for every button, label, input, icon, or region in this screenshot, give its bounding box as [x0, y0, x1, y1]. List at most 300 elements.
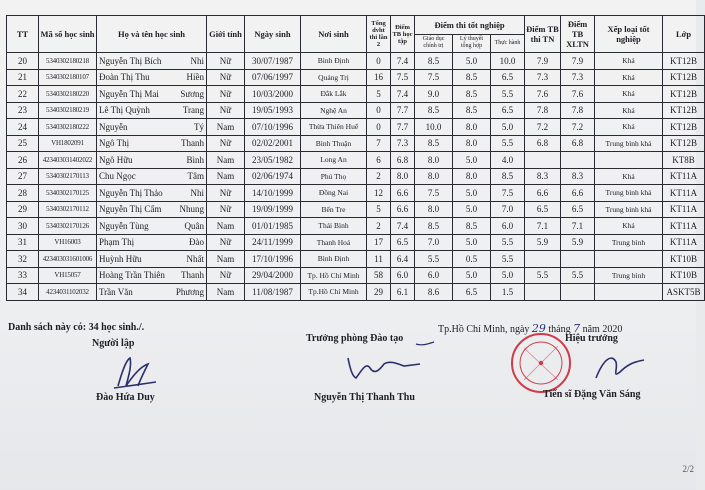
row-last-name: Nguyễn Tùng [99, 220, 149, 231]
row-avg-tn: 6.6 [525, 185, 561, 202]
table-row [7, 53, 705, 70]
row-class: KT12B [663, 119, 705, 136]
row-student-id: 5340302180220 [39, 86, 97, 103]
row-exam-politics: 8.5 [415, 135, 453, 152]
row-full-name [97, 201, 207, 218]
row-first-name: Trang [182, 105, 204, 116]
row-gender: Nam [207, 119, 245, 136]
date-month-word: tháng [548, 324, 571, 335]
row-class: KT12B [663, 135, 705, 152]
row-student-id: 5340302180222 [39, 119, 97, 136]
row-student-id: 5340302180107 [39, 69, 97, 86]
row-exam-politics: 8.5 [415, 102, 453, 119]
row-birthplace: Bình Định [301, 53, 367, 70]
table-row [7, 201, 705, 218]
school-seal-icon [510, 332, 572, 394]
row-class: KT12B [663, 69, 705, 86]
row-gender: Nữ [207, 53, 245, 70]
row-exam-theory: 5.0 [453, 267, 491, 284]
row-dob: 19/09/1999 [245, 201, 301, 218]
header-tt: TT [7, 16, 39, 53]
table-row [7, 267, 705, 284]
row-student-id: 4234031102032 [39, 284, 97, 301]
row-full-name [97, 86, 207, 103]
row-last-name: Trần Văn [99, 286, 133, 297]
row-birthplace: Thanh Hoá [301, 234, 367, 251]
row-class: KT12B [663, 102, 705, 119]
row-full-name [97, 284, 207, 301]
row-avg-tn: 7.1 [525, 218, 561, 235]
summary-text: Danh sách này có: 34 học sinh./. [8, 322, 145, 333]
row-first-name: Nhung [179, 204, 204, 215]
row-class: ASKT5B [663, 284, 705, 301]
row-student-id: VH16003 [39, 234, 97, 251]
graduation-table [6, 15, 705, 301]
row-exam-theory: 8.5 [453, 86, 491, 103]
row-gender: Nam [207, 218, 245, 235]
row-tt: 21 [7, 69, 39, 86]
preparer-role: Người lập [92, 338, 135, 349]
header-exam-times: Tổng dvht thi lần 2 [367, 16, 391, 53]
date-prefix: Tp.Hồ Chí Minh, ngày [438, 324, 530, 335]
row-ranking: Trung bình khá [595, 135, 663, 152]
row-exam-politics: 7.0 [415, 234, 453, 251]
training-name: Nguyễn Thị Thanh Thu [314, 392, 415, 403]
row-avg-xltn: 6.8 [561, 135, 595, 152]
date-day: 29 [531, 322, 546, 335]
row-gender: Nam [207, 251, 245, 268]
header-exam-theory: Lý thuyết tổng hợp [453, 34, 491, 53]
row-exam-times: 5 [367, 201, 391, 218]
header-avg-score: Điểm TB học tập [391, 16, 415, 53]
row-exam-practice: 6.5 [491, 69, 525, 86]
row-exam-politics: 8.6 [415, 284, 453, 301]
row-avg-xltn: 7.9 [561, 53, 595, 70]
table-row [7, 152, 705, 169]
row-student-id: VH1802091 [39, 135, 97, 152]
row-full-name [97, 53, 207, 70]
row-last-name: Nguyễn Thị Bích [99, 55, 162, 66]
row-student-id: 5340302170125 [39, 185, 97, 202]
row-exam-politics: 8.5 [415, 53, 453, 70]
row-exam-politics: 5.5 [415, 251, 453, 268]
row-avg-score: 7.5 [391, 69, 415, 86]
row-exam-times: 7 [367, 135, 391, 152]
row-avg-xltn: 5.5 [561, 267, 595, 284]
row-exam-politics: 8.5 [415, 218, 453, 235]
row-exam-politics: 8.0 [415, 201, 453, 218]
row-full-name [97, 234, 207, 251]
row-avg-tn: 6.8 [525, 135, 561, 152]
row-birthplace: Tp.Hồ Chí Minh [301, 284, 367, 301]
row-exam-times: 58 [367, 267, 391, 284]
row-exam-times: 0 [367, 102, 391, 119]
row-full-name [97, 102, 207, 119]
row-avg-xltn [561, 152, 595, 169]
row-dob: 02/06/1974 [245, 168, 301, 185]
row-dob: 19/05/1993 [245, 102, 301, 119]
row-last-name: Nguyễn [99, 121, 128, 132]
table-row [7, 69, 705, 86]
row-first-name: Thanh [181, 270, 204, 281]
row-class: KT12B [663, 86, 705, 103]
row-exam-practice: 10.0 [491, 53, 525, 70]
header-birthplace: Nơi sinh [301, 16, 367, 53]
row-tt: 32 [7, 251, 39, 268]
row-tt: 34 [7, 284, 39, 301]
row-exam-practice: 4.0 [491, 152, 525, 169]
row-tt: 31 [7, 234, 39, 251]
row-exam-theory: 6.5 [453, 284, 491, 301]
row-class: KT11A [663, 218, 705, 235]
row-ranking: Khá [595, 86, 663, 103]
row-avg-xltn: 7.1 [561, 218, 595, 235]
row-avg-tn: 7.9 [525, 53, 561, 70]
row-tt: 20 [7, 53, 39, 70]
row-full-name [97, 69, 207, 86]
row-ranking: Khá [595, 102, 663, 119]
row-last-name: Đoàn Thị Thu [99, 72, 150, 83]
row-gender: Nữ [207, 267, 245, 284]
header-exam-politics: Giáo dục chính trị [415, 34, 453, 53]
header-dob: Ngày sinh [245, 16, 301, 53]
row-ranking [595, 251, 663, 268]
row-exam-practice: 1.5 [491, 284, 525, 301]
header-full-name: Họ và tên học sinh [97, 16, 207, 53]
row-avg-xltn [561, 284, 595, 301]
row-last-name: Nguyễn Thị Mai [99, 88, 159, 99]
row-exam-theory: 8.0 [453, 135, 491, 152]
row-avg-xltn [561, 251, 595, 268]
table-header-row [7, 16, 705, 35]
row-dob: 01/01/1985 [245, 218, 301, 235]
row-exam-times: 16 [367, 69, 391, 86]
principal-signature-icon [590, 348, 650, 388]
row-student-id: 5340302170113 [39, 168, 97, 185]
row-full-name [97, 119, 207, 136]
row-birthplace: Quảng Trị [301, 69, 367, 86]
row-avg-score: 7.4 [391, 86, 415, 103]
row-full-name [97, 168, 207, 185]
row-birthplace: Bến Tre [301, 201, 367, 218]
row-avg-score: 6.8 [391, 152, 415, 169]
row-exam-times: 2 [367, 218, 391, 235]
row-exam-theory: 8.0 [453, 168, 491, 185]
row-avg-xltn: 6.5 [561, 201, 595, 218]
row-exam-times: 11 [367, 251, 391, 268]
row-first-name: Thanh [181, 138, 204, 149]
row-ranking [595, 284, 663, 301]
row-first-name: Tâm [187, 171, 204, 182]
table-row [7, 119, 705, 136]
row-full-name [97, 135, 207, 152]
row-last-name: Ngô Hữu [99, 154, 133, 165]
row-gender: Nữ [207, 135, 245, 152]
header-class: Lớp [663, 16, 705, 53]
row-exam-practice: 5.5 [491, 251, 525, 268]
row-exam-practice: 6.5 [491, 102, 525, 119]
row-first-name: Quân [184, 220, 204, 231]
row-full-name [97, 152, 207, 169]
row-exam-politics: 9.0 [415, 86, 453, 103]
row-exam-times: 29 [367, 284, 391, 301]
row-dob: 23/05/1982 [245, 152, 301, 169]
row-first-name: Nhất [186, 253, 204, 264]
row-last-name: Nguyễn Thị Cẩm [99, 204, 162, 215]
row-exam-practice: 5.0 [491, 267, 525, 284]
row-exam-times: 0 [367, 53, 391, 70]
row-student-id: 5340302180218 [39, 53, 97, 70]
row-dob: 02/02/2001 [245, 135, 301, 152]
header-gender: Giới tính [207, 16, 245, 53]
row-avg-score: 6.4 [391, 251, 415, 268]
row-avg-tn: 7.6 [525, 86, 561, 103]
table-row [7, 135, 705, 152]
row-first-name: Nhi [190, 187, 204, 198]
row-avg-score: 6.0 [391, 267, 415, 284]
date-month: 7 [573, 322, 581, 335]
table-row [7, 234, 705, 251]
row-ranking: Trung bình khá [595, 201, 663, 218]
row-exam-theory: 8.0 [453, 119, 491, 136]
row-avg-score: 7.4 [391, 53, 415, 70]
row-avg-xltn: 8.3 [561, 168, 595, 185]
row-class: KT11A [663, 185, 705, 202]
row-full-name [97, 185, 207, 202]
preparer-name: Đào Hứa Duy [96, 392, 155, 403]
row-last-name: Chu Ngọc [99, 171, 136, 182]
row-exam-politics: 8.0 [415, 168, 453, 185]
row-dob: 17/10/1996 [245, 251, 301, 268]
table-row [7, 102, 705, 119]
row-gender: Nữ [207, 102, 245, 119]
row-ranking: Khá [595, 119, 663, 136]
row-birthplace: Đồng Nai [301, 185, 367, 202]
row-exam-theory: 8.5 [453, 102, 491, 119]
row-student-id: 423403031402022 [39, 152, 97, 169]
row-avg-score: 7.3 [391, 135, 415, 152]
row-birthplace: Bình Thuận [301, 135, 367, 152]
training-signature-icon [340, 346, 430, 386]
table-row [7, 168, 705, 185]
row-last-name: Ngô Thị [99, 138, 130, 149]
row-dob: 24/11/1999 [245, 234, 301, 251]
header-exam-group: Điểm thi tốt nghiệp [415, 16, 525, 35]
row-exam-politics: 7.5 [415, 69, 453, 86]
row-class: KT10B [663, 251, 705, 268]
row-class: KT11A [663, 234, 705, 251]
row-dob: 07/06/1997 [245, 69, 301, 86]
row-avg-xltn: 7.2 [561, 119, 595, 136]
row-avg-tn: 8.3 [525, 168, 561, 185]
row-exam-theory: 5.0 [453, 201, 491, 218]
row-class: KT12B [663, 53, 705, 70]
row-last-name: Huỳnh Hữu [99, 253, 142, 264]
row-avg-tn: 5.9 [525, 234, 561, 251]
row-birthplace: Nghệ An [301, 102, 367, 119]
row-avg-score: 6.6 [391, 201, 415, 218]
row-avg-tn: 7.3 [525, 69, 561, 86]
row-gender: Nam [207, 168, 245, 185]
row-gender: Nam [207, 152, 245, 169]
row-avg-tn [525, 251, 561, 268]
row-tt: 23 [7, 102, 39, 119]
row-tt: 27 [7, 168, 39, 185]
row-avg-score: 7.4 [391, 218, 415, 235]
row-exam-times: 0 [367, 119, 391, 136]
row-gender: Nữ [207, 69, 245, 86]
row-tt: 30 [7, 218, 39, 235]
row-dob: 07/10/1996 [245, 119, 301, 136]
row-dob: 30/07/1987 [245, 53, 301, 70]
row-exam-practice: 7.0 [491, 201, 525, 218]
row-exam-practice: 5.0 [491, 119, 525, 136]
row-gender: Nữ [207, 234, 245, 251]
row-full-name [97, 267, 207, 284]
row-ranking: Khá [595, 168, 663, 185]
header-ranking: Xếp loại tốt nghiệp [595, 16, 663, 53]
row-exam-practice: 8.5 [491, 168, 525, 185]
row-avg-score: 8.0 [391, 168, 415, 185]
row-ranking: Trung bình [595, 234, 663, 251]
row-first-name: Tý [194, 121, 204, 132]
row-exam-theory: 5.0 [453, 53, 491, 70]
row-student-id: 5340302170126 [39, 218, 97, 235]
row-exam-theory: 5.0 [453, 234, 491, 251]
row-tt: 24 [7, 119, 39, 136]
row-birthplace: Bình Định [301, 251, 367, 268]
row-exam-politics: 6.0 [415, 267, 453, 284]
table-row [7, 185, 705, 202]
row-dob: 10/03/2000 [245, 86, 301, 103]
row-full-name [97, 218, 207, 235]
preparer-signature-icon [108, 352, 168, 394]
row-ranking: Khá [595, 53, 663, 70]
row-last-name: Lê Thị Quỳnh [99, 105, 150, 116]
row-birthplace: Thừa Thiên Huế [301, 119, 367, 136]
date-year: năm 2020 [582, 324, 623, 335]
row-first-name: Đào [189, 237, 204, 248]
row-exam-times: 6 [367, 152, 391, 169]
row-class: KT11A [663, 168, 705, 185]
row-exam-practice: 7.5 [491, 185, 525, 202]
row-avg-tn: 5.5 [525, 267, 561, 284]
row-avg-score: 6.6 [391, 185, 415, 202]
row-exam-theory: 8.5 [453, 218, 491, 235]
row-class: KT11A [663, 201, 705, 218]
table-row [7, 251, 705, 268]
row-avg-xltn: 7.8 [561, 102, 595, 119]
row-exam-politics: 8.0 [415, 152, 453, 169]
row-gender: Nam [207, 284, 245, 301]
row-exam-practice: 5.5 [491, 86, 525, 103]
table-row [7, 284, 705, 301]
row-tt: 26 [7, 152, 39, 169]
row-avg-xltn: 6.6 [561, 185, 595, 202]
row-last-name: Nguyễn Thị Thảo [99, 187, 163, 198]
row-birthplace: Thái Bình [301, 218, 367, 235]
row-avg-score: 7.7 [391, 119, 415, 136]
row-birthplace: Đắk Lắk [301, 86, 367, 103]
row-tt: 33 [7, 267, 39, 284]
row-ranking [595, 152, 663, 169]
row-student-id: 5340302180219 [39, 102, 97, 119]
row-avg-score: 6.5 [391, 234, 415, 251]
row-exam-practice: 5.5 [491, 135, 525, 152]
table-row [7, 86, 705, 103]
row-last-name: Hoàng Trần Thiên [99, 270, 165, 281]
header-avg-xltn: Điểm TB XLTN [561, 16, 595, 53]
row-ranking: Khá [595, 218, 663, 235]
row-class: KT8B [663, 152, 705, 169]
row-avg-xltn: 5.9 [561, 234, 595, 251]
row-exam-theory: 8.5 [453, 69, 491, 86]
row-exam-politics: 7.5 [415, 185, 453, 202]
header-exam-practice: Thực hành [491, 34, 525, 53]
header-student-id: Mã số học sinh [39, 16, 97, 53]
row-first-name: Sương [180, 88, 204, 99]
row-exam-times: 2 [367, 168, 391, 185]
row-birthplace: Long An [301, 152, 367, 169]
row-avg-score: 7.7 [391, 102, 415, 119]
row-gender: Nữ [207, 201, 245, 218]
row-avg-tn: 6.5 [525, 201, 561, 218]
row-tt: 25 [7, 135, 39, 152]
page-number: 2/2 [682, 464, 694, 474]
row-ranking: Trung bình [595, 267, 663, 284]
row-ranking: Khá [595, 69, 663, 86]
row-exam-theory: 0.5 [453, 251, 491, 268]
principal-name: Tiến sĩ Đặng Văn Sáng [543, 389, 641, 400]
row-first-name: Bình [186, 154, 204, 165]
principal-role: Hiệu trưởng [565, 333, 618, 344]
row-last-name: Phạm Thị [99, 237, 135, 248]
row-dob: 14/10/1999 [245, 185, 301, 202]
row-gender: Nữ [207, 86, 245, 103]
row-tt: 29 [7, 201, 39, 218]
row-dob: 29/04/2000 [245, 267, 301, 284]
row-exam-times: 17 [367, 234, 391, 251]
row-exam-theory: 5.0 [453, 152, 491, 169]
row-avg-xltn: 7.6 [561, 86, 595, 103]
row-student-id: 423403031601006 [39, 251, 97, 268]
row-birthplace: Tp. Hồ Chí Minh [301, 267, 367, 284]
row-first-name: Nhi [190, 55, 204, 66]
row-exam-times: 12 [367, 185, 391, 202]
row-avg-tn: 7.2 [525, 119, 561, 136]
row-exam-theory: 5.0 [453, 185, 491, 202]
row-full-name [97, 251, 207, 268]
row-first-name: Phương [175, 286, 204, 297]
row-first-name: Hiền [186, 72, 204, 83]
row-exam-times: 5 [367, 86, 391, 103]
row-exam-practice: 5.5 [491, 234, 525, 251]
row-avg-tn [525, 284, 561, 301]
training-role: Trưởng phòng Đào tạo [306, 333, 404, 344]
row-tt: 28 [7, 185, 39, 202]
row-exam-politics: 10.0 [415, 119, 453, 136]
row-avg-tn [525, 152, 561, 169]
row-student-id: 5340302170112 [39, 201, 97, 218]
row-exam-practice: 6.0 [491, 218, 525, 235]
header-avg-tn: Điểm TB thi TN [525, 16, 561, 53]
table-row [7, 218, 705, 235]
row-birthplace: Phú Thọ [301, 168, 367, 185]
row-ranking: Trung bình khá [595, 185, 663, 202]
row-student-id: VH15057 [39, 267, 97, 284]
row-dob: 11/08/1987 [245, 284, 301, 301]
row-avg-score: 6.1 [391, 284, 415, 301]
